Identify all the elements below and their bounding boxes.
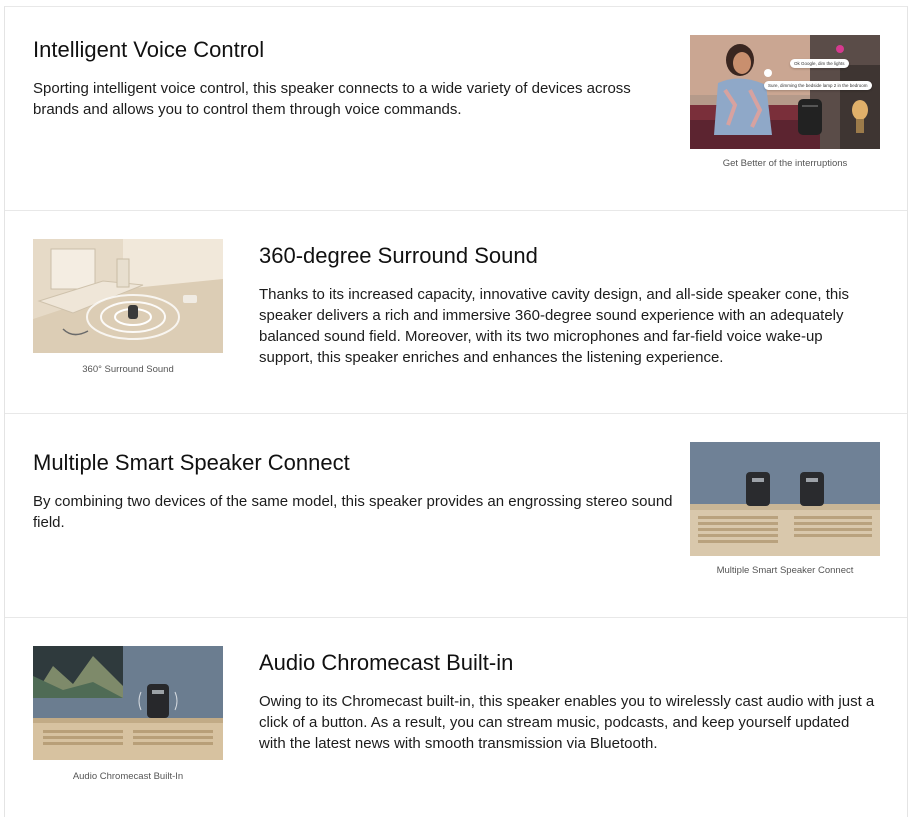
feature-title: Audio Chromecast Built-in (259, 650, 514, 675)
feature-title: Intelligent Voice Control (33, 37, 265, 62)
feature-surround-sound (5, 211, 907, 414)
chromecast-image (33, 646, 223, 760)
feature-description: Owing to its Chromecast built-in, this speaker enables you to wirelessly cast audio with just a click of a button. As a result, you can stream music, podcasts, and keep yourself updated with the latest news with smooth transmission via Bluetooth. (259, 693, 875, 752)
feature-multi-speaker (5, 414, 907, 618)
feature-title: Multiple Smart Speaker Connect (33, 450, 350, 475)
feature-description: By combining two devices of the same model, this speaker provides an engrossing stereo sound field. (33, 493, 673, 531)
voice-control-image (690, 35, 880, 149)
surround-sound-image (33, 239, 223, 353)
feature-title: 360-degree Surround Sound (259, 243, 538, 268)
image-caption: Get Better of the interruptions (722, 158, 848, 169)
multi-speaker-image (690, 442, 880, 556)
assistant-bubble-user: Ok Google, dim the lights (790, 59, 849, 68)
feature-description: Sporting intelligent voice control, this speaker connects to a wide variety of devices across brands and allows you to control them through voice commands. (33, 80, 631, 118)
feature-description: Thanks to its increased capacity, innovative cavity design, and all-side speaker cone, this speaker delivers a rich and immersive 360-degree sound experience with an adequately balanced sound field. Moreover, with its two microphones and far-field voice wake-up support, this speaker enriches and enhances the listening experience. (259, 286, 850, 366)
feature-list (4, 6, 908, 817)
image-caption: 360° Surround Sound (82, 364, 174, 375)
feature-chromecast (5, 618, 907, 817)
assistant-bubble-reply: Sure, dimming the bedside lamp 2 in the bedroom (764, 81, 872, 90)
image-caption: Multiple Smart Speaker Connect (716, 565, 854, 576)
image-caption: Audio Chromecast Built-In (72, 771, 184, 782)
feature-voice-control (5, 7, 907, 211)
